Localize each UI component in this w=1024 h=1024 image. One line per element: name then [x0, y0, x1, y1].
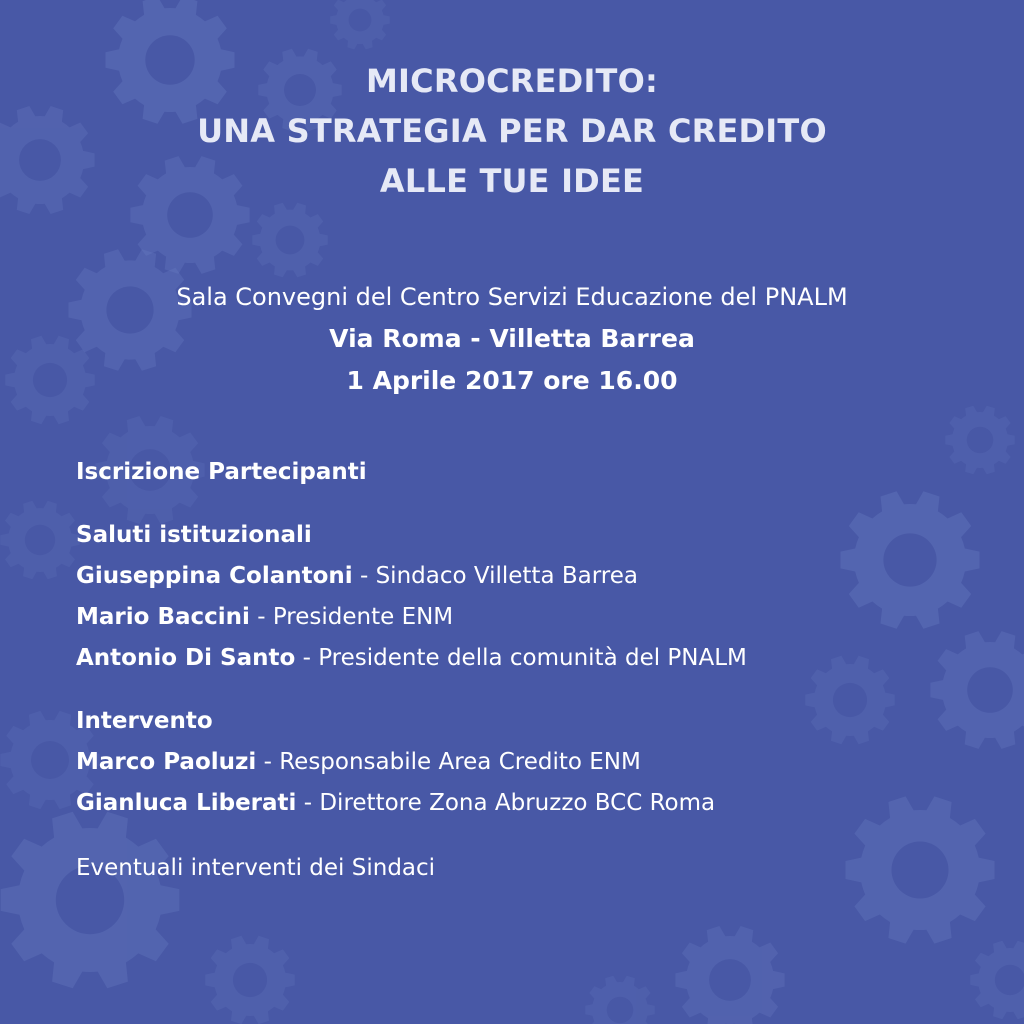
- speaker-name: Marco Paoluzi: [76, 749, 257, 775]
- venue-hall: Sala Convegni del Centro Servizi Educazione del PNALM: [176, 283, 848, 311]
- speaker-line: [76, 597, 1006, 638]
- speaker-name: Antonio Di Santo: [76, 645, 296, 671]
- speaker-name: Gianluca Liberati: [76, 790, 297, 816]
- speaker-role: - Presidente ENM: [249, 604, 454, 630]
- venue-address: Via Roma - Villetta Barrea: [329, 324, 695, 353]
- speaker-role: - Direttore Zona Abruzzo BCC Roma: [296, 790, 716, 816]
- event-datetime: 1 Aprile 2017 ore 16.00: [346, 366, 678, 395]
- title-line-2: UNA STRATEGIA PER DAR CREDITO: [197, 112, 827, 150]
- closing-note: Eventuali interventi dei Sindaci: [76, 855, 436, 881]
- venue-block: [0, 276, 1024, 402]
- speaker-line: [76, 638, 1006, 679]
- speaker-role: - Sindaco Villetta Barrea: [352, 563, 638, 589]
- speaker-line: [76, 556, 1006, 597]
- agenda: [76, 452, 1006, 889]
- speaker-role: - Presidente della comunità del PNALM: [295, 645, 747, 671]
- greetings-heading: Saluti istituzionali: [76, 522, 312, 548]
- speaker-name: Giuseppina Colantoni: [76, 563, 353, 589]
- speaker-role: - Responsabile Area Credito ENM: [256, 749, 641, 775]
- speaker-line: [76, 742, 1006, 783]
- speaker-name: Mario Baccini: [76, 604, 250, 630]
- title-line-1: MICROCREDITO:: [366, 62, 658, 100]
- title-line-3: ALLE TUE IDEE: [379, 162, 645, 200]
- talks-heading: Intervento: [76, 708, 213, 734]
- speaker-line: [76, 783, 1006, 824]
- poster-title: [0, 56, 1024, 206]
- registration-heading: Iscrizione Partecipanti: [76, 459, 367, 485]
